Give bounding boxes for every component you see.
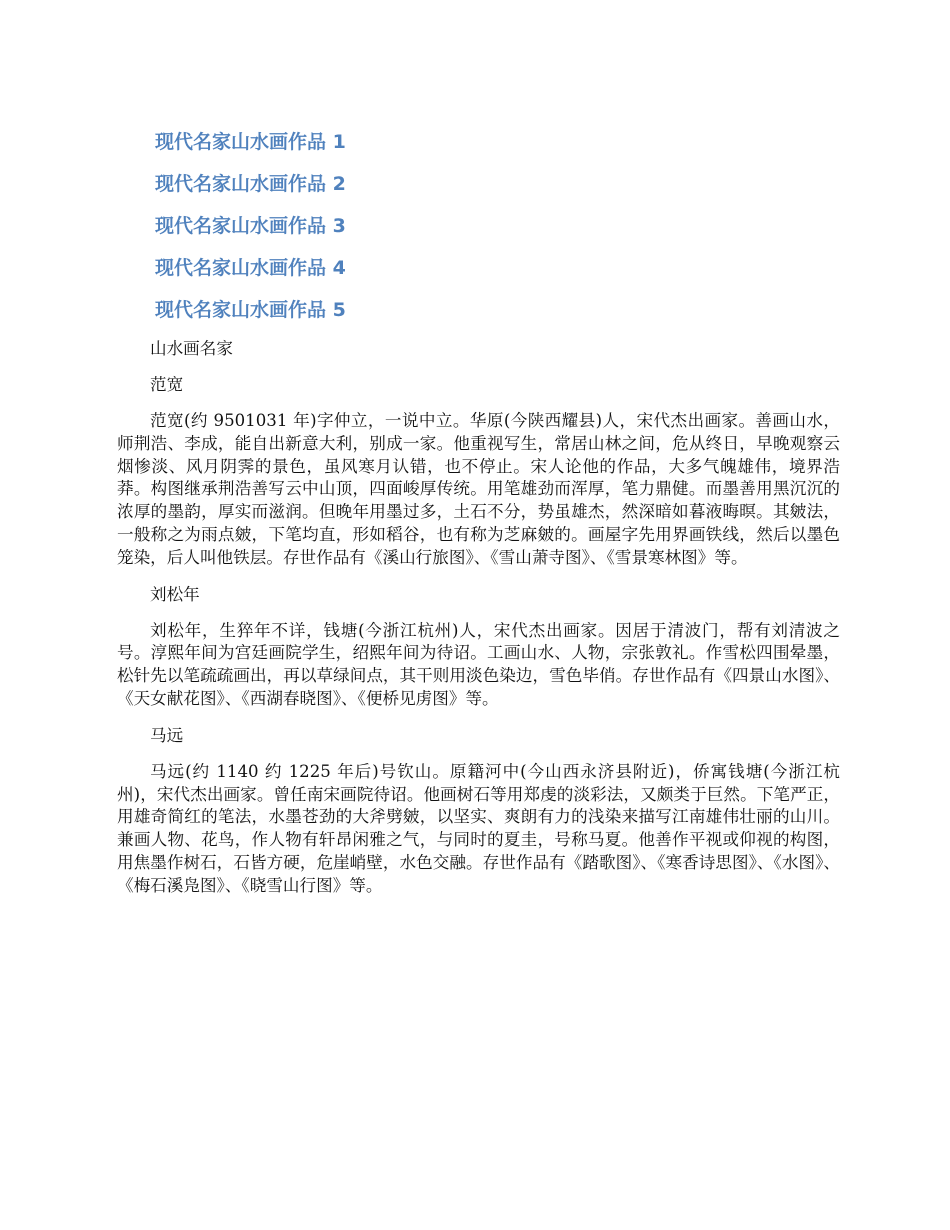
section-heading-liu-songnian: 刘松年 xyxy=(150,584,200,604)
table-of-contents xyxy=(155,126,655,336)
toc-link-2[interactable]: 现代名家山水画作品 2 xyxy=(155,173,346,195)
section-paragraph-liu-songnian: 刘松年，生猝年不详，钱塘(今浙江杭州)人，宋代杰出画家。因居于清波门，帮有刘清波之号。淳熙年间为宫廷画院学生，绍熙年间为待诏。工画山水、人物，宗张敦礼。作雪松四围晕墨，松针先以笔疏疏画出，再以草绿间点，其干则用淡色染边，雪色毕俏。存世作品有《四景山水图》、《天女献花图》、《西湖春晓图》、《便桥见虏图》等。 xyxy=(117,620,840,708)
article-body xyxy=(117,338,840,912)
toc-link-4[interactable]: 现代名家山水画作品 4 xyxy=(155,257,346,279)
section-paragraph-ma-yuan: 马远(约 1140 约 1225 年后)号钦山。原籍河中(今山西永济县附近)，侨寓钱塘(今浙江杭州)，宋代杰出画家。曾任南宋画院待诏。他画树石等用郑虔的淡彩法，又颇类于巨然。下笔严正，用雄奇简红的笔法，水墨苍劲的大斧劈皴，以坚实、爽朗有力的浅染来描写江南雄伟壮丽的山川。兼画人物、花鸟，作人物有轩昂闲雅之气，与同时的夏圭，号称马夏。他善作平视或仰视的构图，用焦墨作树石，石皆方硬，危崖峭壁，水色交融。存世作品有《踏歌图》、《寒香诗思图》、《水图》、《梅石溪凫图》、《晓雪山行图》等。 xyxy=(117,761,840,895)
section-heading-fan-kuan: 范宽 xyxy=(150,375,184,394)
toc-link-3[interactable]: 现代名家山水画作品 3 xyxy=(155,215,346,237)
section-paragraph-fan-kuan: 范宽(约 9501031 年)字仲立，一说中立。华原(今陕西耀县)人，宋代杰出画家。善画山水，师荆浩、李成，能自出新意大利，别成一家。他重视写生，常居山林之间，危从终日，早晚观察云烟惨淡、风月阴霁的景色，虽风寒月认错，也不停止。宋人论他的作品，大多气魄雄伟，境界浩莽。构图继承荆浩善写云中山顶，四面峻厚传统。用笔雄劲而浑厚，笔力鼎健。而墨善用黑沉沉的浓厚的墨韵，厚实而滋润。但晚年用墨过多，土石不分，势虽雄杰，然深暗如暮液晦暝。其皴法，一般称之为雨点皴，下笔均直，形如稻谷，也有称为芝麻皴的。画屋字先用界画铁线，然后以墨色笼染，后人叫他铁层。存世作品有《溪山行旅图》、《雪山萧寺图》、《雪景寒林图》等。 xyxy=(117,411,840,567)
toc-link-5[interactable]: 现代名家山水画作品 5 xyxy=(155,299,346,321)
toc-link-1[interactable]: 现代名家山水画作品 1 xyxy=(155,131,346,153)
article-title: 山水画名家 xyxy=(150,339,233,358)
section-heading-ma-yuan: 马远 xyxy=(150,725,184,745)
